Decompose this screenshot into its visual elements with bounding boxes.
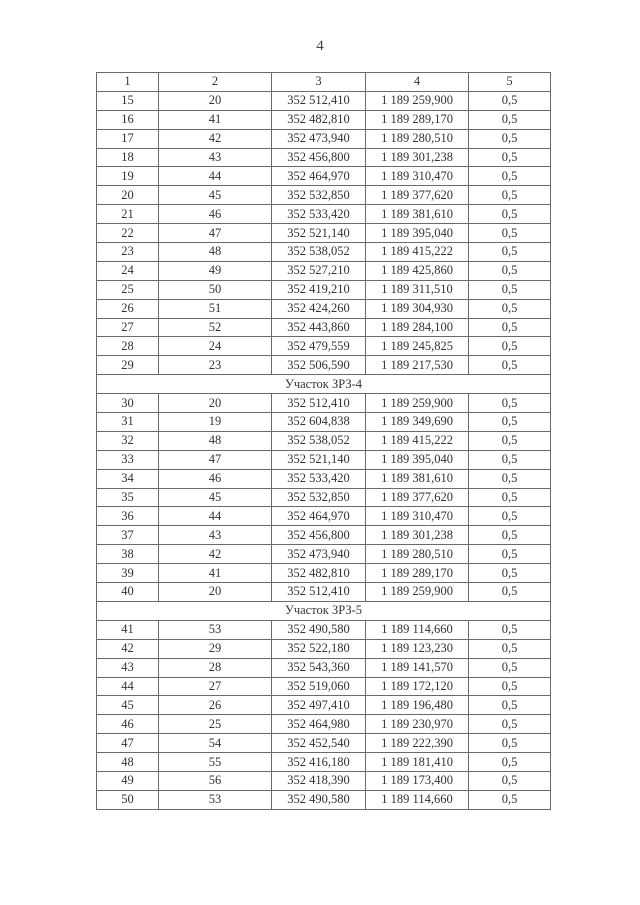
table-cell-col-1: 38 [97,545,159,564]
table-cell-col-5: 0,5 [469,488,551,507]
table-cell-col-1: 15 [97,91,159,110]
table-cell-col-4: 1 189 230,970 [366,715,469,734]
table-cell-col-2: 45 [159,186,272,205]
table-cell-col-4: 1 189 259,900 [366,91,469,110]
table-cell-col-4: 1 189 301,238 [366,526,469,545]
table-cell-col-3: 352 464,970 [272,167,366,186]
table-cell-col-1: 20 [97,186,159,205]
table-cell-col-3: 352 490,580 [272,790,366,809]
table-row [97,224,551,243]
table-cell-col-1: 35 [97,488,159,507]
table-cell-col-2: 47 [159,224,272,243]
table-cell-col-1: 26 [97,299,159,318]
column-header-3: 3 [272,73,366,92]
table-cell-col-5: 0,5 [469,205,551,224]
table-cell-col-3: 352 521,140 [272,224,366,243]
table-cell-col-4: 1 189 310,470 [366,167,469,186]
table-cell-col-3: 352 464,980 [272,715,366,734]
table-cell-col-5: 0,5 [469,431,551,450]
column-header-2: 2 [159,73,272,92]
table-row [97,526,551,545]
table-row [97,167,551,186]
table-cell-col-1: 46 [97,715,159,734]
coordinates-table [96,72,551,810]
table-row [97,205,551,224]
table-cell-col-2: 46 [159,469,272,488]
table-cell-col-4: 1 189 289,170 [366,564,469,583]
table-cell-col-5: 0,5 [469,129,551,148]
table-cell-col-2: 45 [159,488,272,507]
table-row [97,469,551,488]
table-cell-col-5: 0,5 [469,753,551,772]
table-cell-col-3: 352 443,860 [272,318,366,337]
table-cell-col-2: 48 [159,243,272,262]
table-cell-col-1: 43 [97,658,159,677]
table-cell-col-4: 1 189 259,900 [366,583,469,602]
table-cell-col-3: 352 522,180 [272,639,366,658]
table-cell-col-2: 27 [159,677,272,696]
column-header-1: 1 [97,73,159,92]
table-cell-col-5: 0,5 [469,299,551,318]
table-header-row [97,73,551,92]
table-row [97,450,551,469]
table-cell-col-1: 36 [97,507,159,526]
table-cell-col-3: 352 543,360 [272,658,366,677]
table-cell-col-4: 1 189 311,510 [366,280,469,299]
table-cell-col-2: 26 [159,696,272,715]
table-cell-col-5: 0,5 [469,469,551,488]
table-cell-col-4: 1 189 141,570 [366,658,469,677]
section-title-row [97,375,551,394]
table-cell-col-5: 0,5 [469,734,551,753]
table-cell-col-4: 1 189 425,860 [366,261,469,280]
table-cell-col-4: 1 189 301,238 [366,148,469,167]
table-cell-col-2: 41 [159,110,272,129]
section-title: Участок ЗРЗ-4 [97,375,551,394]
table-cell-col-1: 22 [97,224,159,243]
table-cell-col-3: 352 479,559 [272,337,366,356]
table-cell-col-1: 37 [97,526,159,545]
table-cell-col-2: 47 [159,450,272,469]
table-cell-col-3: 352 456,800 [272,526,366,545]
table-row [97,734,551,753]
table-cell-col-1: 29 [97,356,159,375]
table-cell-col-1: 40 [97,583,159,602]
table-cell-col-3: 352 532,850 [272,488,366,507]
table-cell-col-2: 53 [159,620,272,639]
table-cell-col-1: 48 [97,753,159,772]
table-cell-col-1: 49 [97,771,159,790]
table-body [97,73,551,810]
table-cell-col-4: 1 189 280,510 [366,545,469,564]
table-row [97,545,551,564]
table-row [97,564,551,583]
table-cell-col-3: 352 538,052 [272,431,366,450]
table-cell-col-2: 20 [159,394,272,413]
table-row [97,696,551,715]
table-cell-col-3: 352 512,410 [272,91,366,110]
table-row [97,243,551,262]
table-cell-col-4: 1 189 114,660 [366,790,469,809]
table-cell-col-2: 44 [159,167,272,186]
table-cell-col-5: 0,5 [469,280,551,299]
table-cell-col-1: 50 [97,790,159,809]
table-cell-col-5: 0,5 [469,337,551,356]
section-title-row [97,601,551,620]
table-row [97,261,551,280]
table-cell-col-3: 352 473,940 [272,545,366,564]
table-row [97,356,551,375]
table-cell-col-3: 352 418,390 [272,771,366,790]
table-cell-col-4: 1 189 415,222 [366,431,469,450]
table-cell-col-4: 1 189 280,510 [366,129,469,148]
table-cell-col-2: 42 [159,129,272,148]
table-row [97,677,551,696]
table-cell-col-3: 352 473,940 [272,129,366,148]
table-row [97,91,551,110]
table-cell-col-5: 0,5 [469,356,551,375]
table-cell-col-2: 43 [159,148,272,167]
table-cell-col-1: 42 [97,639,159,658]
table-cell-col-2: 43 [159,526,272,545]
table-cell-col-3: 352 452,540 [272,734,366,753]
table-cell-col-1: 44 [97,677,159,696]
column-header-5: 5 [469,73,551,92]
table-cell-col-3: 352 527,210 [272,261,366,280]
table-cell-col-4: 1 189 259,900 [366,394,469,413]
table-cell-col-4: 1 189 172,120 [366,677,469,696]
table-cell-col-4: 1 189 381,610 [366,469,469,488]
table-cell-col-4: 1 189 415,222 [366,243,469,262]
table-cell-col-4: 1 189 289,170 [366,110,469,129]
table-cell-col-1: 17 [97,129,159,148]
table-cell-col-5: 0,5 [469,450,551,469]
table-cell-col-3: 352 521,140 [272,450,366,469]
table-cell-col-1: 28 [97,337,159,356]
table-cell-col-2: 25 [159,715,272,734]
table-cell-col-5: 0,5 [469,261,551,280]
table-row [97,318,551,337]
table-cell-col-3: 352 490,580 [272,620,366,639]
section-title: Участок ЗРЗ-5 [97,601,551,620]
table-cell-col-4: 1 189 245,825 [366,337,469,356]
table-row [97,186,551,205]
table-cell-col-5: 0,5 [469,224,551,243]
table-row [97,488,551,507]
table-cell-col-5: 0,5 [469,167,551,186]
table-cell-col-4: 1 189 304,930 [366,299,469,318]
table-cell-col-4: 1 189 377,620 [366,488,469,507]
table-row [97,299,551,318]
table-cell-col-5: 0,5 [469,243,551,262]
table-cell-col-1: 41 [97,620,159,639]
table-cell-col-3: 352 497,410 [272,696,366,715]
table-cell-col-4: 1 189 310,470 [366,507,469,526]
table-cell-col-4: 1 189 217,530 [366,356,469,375]
table-cell-col-1: 27 [97,318,159,337]
column-header-4: 4 [366,73,469,92]
table-cell-col-2: 23 [159,356,272,375]
table-row [97,110,551,129]
table-cell-col-5: 0,5 [469,526,551,545]
table-cell-col-3: 352 533,420 [272,469,366,488]
table-row [97,620,551,639]
table-cell-col-2: 52 [159,318,272,337]
table-cell-col-4: 1 189 377,620 [366,186,469,205]
table-cell-col-2: 55 [159,753,272,772]
table-cell-col-1: 47 [97,734,159,753]
table-row [97,715,551,734]
table-cell-col-1: 23 [97,243,159,262]
table-cell-col-2: 20 [159,583,272,602]
table-row [97,790,551,809]
table-cell-col-5: 0,5 [469,790,551,809]
table-row [97,507,551,526]
table-cell-col-2: 50 [159,280,272,299]
table-cell-col-2: 49 [159,261,272,280]
table-cell-col-3: 352 419,210 [272,280,366,299]
table-cell-col-2: 20 [159,91,272,110]
table-cell-col-5: 0,5 [469,186,551,205]
table-cell-col-5: 0,5 [469,658,551,677]
table-cell-col-4: 1 189 395,040 [366,224,469,243]
table-cell-col-3: 352 424,260 [272,299,366,318]
table-row [97,337,551,356]
table-cell-col-1: 25 [97,280,159,299]
table-cell-col-5: 0,5 [469,677,551,696]
table-cell-col-4: 1 189 395,040 [366,450,469,469]
table-row [97,658,551,677]
table-row [97,639,551,658]
table-cell-col-2: 41 [159,564,272,583]
table-cell-col-2: 28 [159,658,272,677]
table-row [97,431,551,450]
table-cell-col-1: 24 [97,261,159,280]
table-cell-col-4: 1 189 222,390 [366,734,469,753]
table-cell-col-5: 0,5 [469,91,551,110]
table-row [97,413,551,432]
table-cell-col-2: 24 [159,337,272,356]
table-cell-col-3: 352 416,180 [272,753,366,772]
table-cell-col-5: 0,5 [469,507,551,526]
table-cell-col-4: 1 189 284,100 [366,318,469,337]
table-cell-col-2: 51 [159,299,272,318]
table-cell-col-4: 1 189 349,690 [366,413,469,432]
table-cell-col-1: 32 [97,431,159,450]
table-cell-col-2: 54 [159,734,272,753]
table-row [97,280,551,299]
table-cell-col-3: 352 512,410 [272,583,366,602]
table-cell-col-4: 1 189 123,230 [366,639,469,658]
table-cell-col-3: 352 506,590 [272,356,366,375]
table-cell-col-4: 1 189 173,400 [366,771,469,790]
table-cell-col-5: 0,5 [469,148,551,167]
table-cell-col-2: 48 [159,431,272,450]
table-cell-col-1: 21 [97,205,159,224]
table-cell-col-2: 42 [159,545,272,564]
table-cell-col-3: 352 464,970 [272,507,366,526]
table-cell-col-3: 352 482,810 [272,564,366,583]
table-cell-col-5: 0,5 [469,394,551,413]
table-cell-col-3: 352 519,060 [272,677,366,696]
table-cell-col-2: 56 [159,771,272,790]
table-cell-col-5: 0,5 [469,110,551,129]
table-cell-col-1: 45 [97,696,159,715]
table-cell-col-3: 352 538,052 [272,243,366,262]
table-row [97,771,551,790]
table-row [97,583,551,602]
table-cell-col-4: 1 189 114,660 [366,620,469,639]
table-cell-col-4: 1 189 196,480 [366,696,469,715]
table-cell-col-1: 33 [97,450,159,469]
table-cell-col-2: 19 [159,413,272,432]
table-cell-col-3: 352 482,810 [272,110,366,129]
table-cell-col-5: 0,5 [469,715,551,734]
table-cell-col-1: 16 [97,110,159,129]
table-row [97,753,551,772]
table-cell-col-5: 0,5 [469,639,551,658]
table-row [97,148,551,167]
table-cell-col-5: 0,5 [469,318,551,337]
table-cell-col-1: 19 [97,167,159,186]
table-cell-col-3: 352 604,838 [272,413,366,432]
table-cell-col-3: 352 512,410 [272,394,366,413]
table-cell-col-4: 1 189 181,410 [366,753,469,772]
table-cell-col-3: 352 456,800 [272,148,366,167]
table-cell-col-2: 53 [159,790,272,809]
table-row [97,129,551,148]
table-cell-col-2: 29 [159,639,272,658]
table-cell-col-3: 352 532,850 [272,186,366,205]
table-cell-col-1: 31 [97,413,159,432]
table-cell-col-4: 1 189 381,610 [366,205,469,224]
page-number: 4 [316,38,324,54]
table-cell-col-5: 0,5 [469,696,551,715]
table-cell-col-5: 0,5 [469,583,551,602]
table-cell-col-3: 352 533,420 [272,205,366,224]
table-cell-col-5: 0,5 [469,564,551,583]
table-cell-col-2: 46 [159,205,272,224]
table-cell-col-1: 39 [97,564,159,583]
table-cell-col-1: 18 [97,148,159,167]
table-cell-col-5: 0,5 [469,545,551,564]
table-cell-col-1: 34 [97,469,159,488]
table-cell-col-5: 0,5 [469,620,551,639]
table-cell-col-5: 0,5 [469,771,551,790]
table-cell-col-1: 30 [97,394,159,413]
table-cell-col-2: 44 [159,507,272,526]
table-cell-col-5: 0,5 [469,413,551,432]
table-row [97,394,551,413]
